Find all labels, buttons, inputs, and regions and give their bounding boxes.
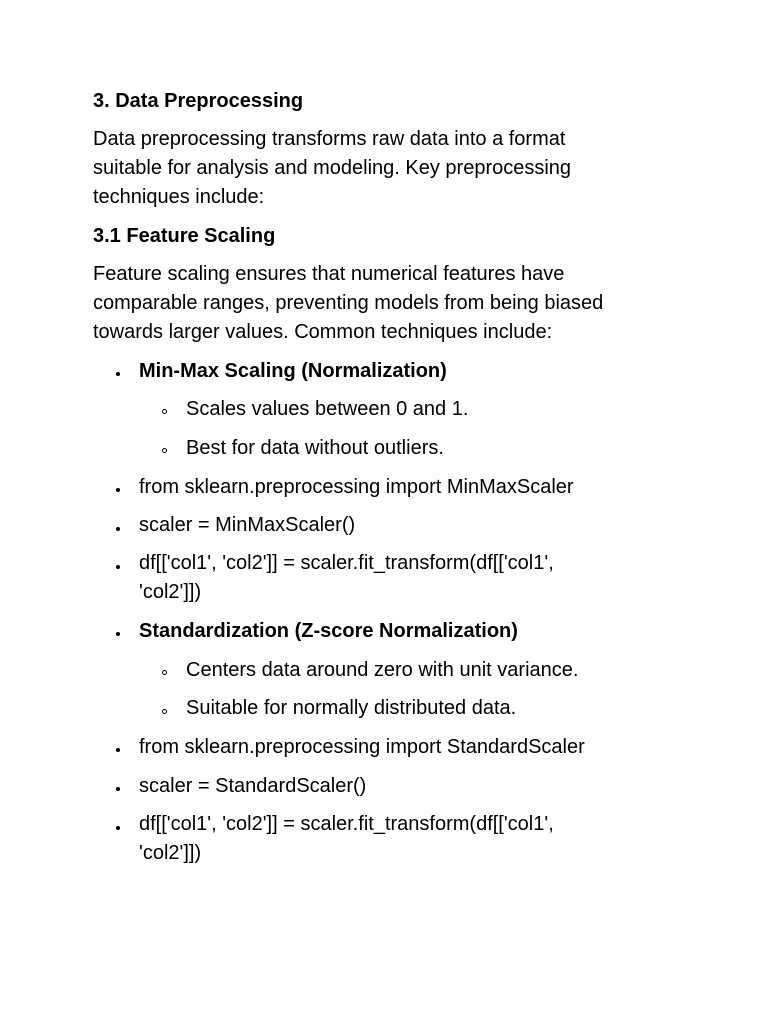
subsection-line-1: Feature scaling ensures that numerical features have bbox=[93, 263, 565, 285]
sub-bullet-circle bbox=[162, 670, 167, 675]
subsection-line-3: towards larger values. Common techniques include: bbox=[93, 321, 553, 343]
subsection-heading: 3.1 Feature Scaling bbox=[93, 225, 276, 247]
bullet-dot bbox=[116, 632, 120, 636]
standard-code-3-cont: 'col2']]) bbox=[139, 842, 202, 864]
minmax-code-2: scaler = MinMaxScaler() bbox=[139, 514, 356, 536]
bullet-dot bbox=[116, 748, 120, 752]
minmax-code-3-cont: 'col2']]) bbox=[139, 581, 202, 603]
bullet-dot bbox=[116, 372, 120, 376]
minmax-title: Min-Max Scaling (Normalization) bbox=[139, 360, 447, 382]
bullet-dot bbox=[116, 488, 120, 492]
standard-code-2: scaler = StandardScaler() bbox=[139, 775, 367, 797]
intro-line-1: Data preprocessing transforms raw data into a format bbox=[93, 128, 566, 150]
standard-point-1: Centers data around zero with unit variance. bbox=[186, 659, 579, 681]
sub-bullet-circle bbox=[162, 709, 167, 714]
standard-title: Standardization (Z-score Normalization) bbox=[139, 620, 518, 642]
subsection-line-2: comparable ranges, preventing models from being biased bbox=[93, 292, 604, 314]
standard-code-1: from sklearn.preprocessing import StandardScaler bbox=[139, 736, 585, 758]
standard-point-2: Suitable for normally distributed data. bbox=[186, 697, 517, 719]
bullet-dot bbox=[116, 826, 120, 830]
bullet-dot bbox=[116, 565, 120, 569]
standard-code-3: df[['col1', 'col2']] = scaler.fit_transform(df[['col1', bbox=[139, 813, 554, 835]
intro-line-2: suitable for analysis and modeling. Key preprocessing bbox=[93, 157, 572, 179]
bullet-dot bbox=[116, 527, 120, 531]
bullet-dot bbox=[116, 787, 120, 791]
minmax-point-1: Scales values between 0 and 1. bbox=[186, 398, 469, 420]
sub-bullet-circle bbox=[162, 448, 167, 453]
minmax-code-1: from sklearn.preprocessing import MinMaxScaler bbox=[139, 476, 574, 498]
section-heading: 3. Data Preprocessing bbox=[93, 90, 304, 112]
minmax-point-2: Best for data without outliers. bbox=[186, 437, 444, 459]
minmax-code-3: df[['col1', 'col2']] = scaler.fit_transform(df[['col1', bbox=[139, 552, 554, 574]
sub-bullet-circle bbox=[162, 409, 167, 414]
intro-line-3: techniques include: bbox=[93, 186, 265, 208]
